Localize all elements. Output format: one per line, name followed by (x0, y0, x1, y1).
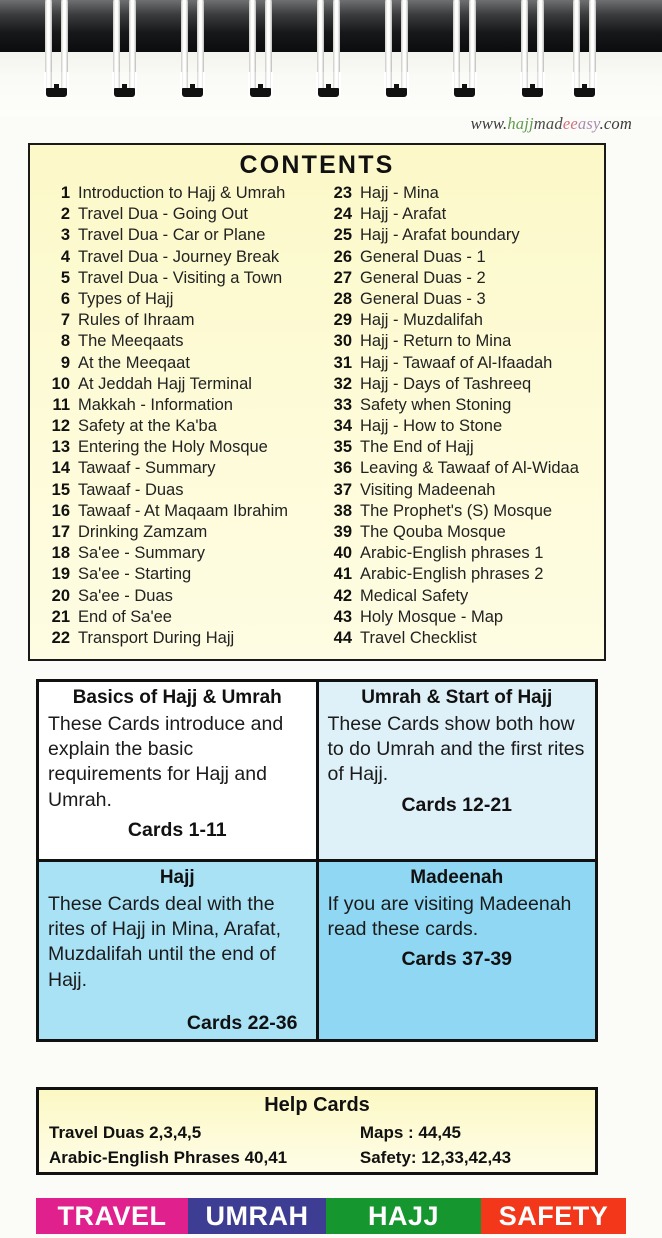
contents-row[interactable] (44, 290, 316, 311)
contents-row-title: Tawaaf - At Maqaam Ibrahim (78, 501, 289, 520)
help-cards-panel (36, 1087, 598, 1175)
contents-row-title: Introduction to Hajj & Umrah (78, 184, 286, 202)
contents-row-number: 39 (333, 523, 352, 541)
contents-row-title: End of Sa'ee (78, 607, 172, 626)
category-bar-segment[interactable]: UMRAH (188, 1198, 326, 1234)
contents-row-number: 35 (333, 438, 352, 457)
contents-title: CONTENTS (239, 151, 395, 179)
contents-row-title: At Jeddah Hajj Terminal (78, 374, 252, 393)
spiral-coil (572, 0, 598, 112)
contents-row-title: Travel Dua - Going Out (78, 205, 248, 224)
contents-row-number: 40 (333, 544, 352, 563)
contents-row-title: Travel Dua - Journey Break (78, 247, 280, 266)
spiral-coil (112, 0, 138, 112)
contents-row[interactable] (326, 544, 598, 565)
category-bar-segment[interactable]: TRAVEL (36, 1198, 188, 1234)
contents-row-title: Entering the Holy Mosque (78, 438, 268, 457)
contents-row-number: 13 (51, 438, 70, 457)
contents-row-title: Hajj - Arafat boundary (360, 226, 520, 245)
contents-row-title: Safety when Stoning (360, 395, 512, 414)
url-ee-part: ee (562, 114, 578, 133)
contents-row-number: 1 (60, 184, 70, 202)
contents-row[interactable] (44, 354, 316, 375)
card-group-box[interactable] (319, 862, 596, 1039)
contents-row-title: Leaving & Tawaaf of Al-Widaa (360, 459, 579, 478)
contents-row-title: Tawaaf - Duas (78, 480, 184, 499)
card-group-description: These Cards show both how to do Umrah and the first rites of Hajj. (327, 712, 585, 786)
contents-row-title: Holy Mosque - Map (360, 607, 504, 626)
contents-row-title: Hajj - Days of Tashreeq (360, 374, 532, 393)
card-group-box[interactable] (39, 862, 316, 1039)
url-asy-part: asy (577, 114, 600, 133)
contents-row-number: 38 (333, 501, 352, 520)
help-cards-row (49, 1145, 585, 1170)
contents-row-title: Travel Checklist (360, 628, 477, 647)
contents-row[interactable] (44, 544, 316, 565)
contents-row-title: The End of Hajj (360, 438, 474, 457)
contents-row-number: 43 (333, 607, 352, 626)
url-suffix: .com (599, 114, 632, 133)
contents-row[interactable] (44, 481, 316, 502)
contents-row[interactable] (44, 375, 316, 396)
spiral-coil (384, 0, 410, 112)
card-groups-grid (36, 679, 598, 1042)
contents-row-title: Hajj - Return to Mina (360, 332, 512, 351)
card-group-description: These Cards deal with the rites of Hajj in Mina, Arafat, Muzdalifah until the end of Hajj. (48, 892, 282, 991)
contents-row[interactable] (44, 269, 316, 290)
contents-row[interactable] (326, 587, 598, 608)
contents-row-number: 2 (60, 205, 70, 224)
contents-row-number: 17 (51, 523, 70, 541)
contents-row-number: 24 (333, 205, 352, 224)
contents-row-number: 26 (333, 247, 352, 266)
contents-row[interactable] (326, 354, 598, 375)
contents-row-number: 30 (333, 332, 352, 351)
contents-row[interactable] (44, 629, 316, 650)
contents-row[interactable] (44, 608, 316, 629)
contents-row-number: 7 (60, 311, 70, 330)
contents-row[interactable] (326, 523, 598, 544)
card-group-range: Cards 22-36 (186, 1012, 298, 1034)
contents-row-number: 33 (333, 395, 352, 414)
contents-row[interactable] (326, 184, 598, 205)
contents-row[interactable] (326, 417, 598, 438)
contents-row[interactable] (326, 375, 598, 396)
contents-row-number: 28 (333, 289, 352, 308)
contents-row-title: General Duas - 1 (360, 247, 486, 266)
contents-row-number: 11 (52, 395, 70, 414)
contents-row-title: Travel Dua - Car or Plane (78, 226, 266, 245)
contents-row-title: Sa'ee - Duas (78, 586, 173, 605)
contents-row-title: Transport During Hajj (78, 628, 235, 647)
contents-row-number: 18 (51, 544, 70, 563)
contents-row-number: 41 (333, 565, 352, 584)
contents-row[interactable] (326, 396, 598, 417)
contents-row-number: 6 (60, 289, 70, 308)
contents-row-number: 32 (333, 374, 352, 393)
contents-row-number: 3 (60, 226, 70, 245)
contents-row-number: 8 (60, 332, 70, 351)
card-group-box[interactable] (39, 682, 316, 859)
contents-row-title: Arabic-English phrases 1 (360, 544, 544, 563)
contents-row-title: The Qouba Mosque (360, 523, 506, 541)
contents-row-number: 4 (60, 247, 70, 266)
help-cards-row (49, 1120, 585, 1145)
spiral-coil (520, 0, 546, 112)
help-cards-rows (49, 1120, 585, 1170)
contents-row[interactable] (44, 248, 316, 269)
contents-row-title: Sa'ee - Starting (78, 565, 192, 584)
contents-row[interactable] (44, 311, 316, 332)
contents-row-title: Rules of Ihraam (78, 311, 195, 330)
contents-row-number: 36 (333, 459, 352, 478)
contents-row-title: General Duas - 3 (360, 289, 486, 308)
contents-row[interactable] (326, 608, 598, 629)
contents-row-title: Hajj - Mina (360, 184, 439, 202)
contents-row[interactable] (44, 459, 316, 480)
contents-row-number: 31 (333, 353, 352, 372)
contents-column-right (316, 184, 598, 650)
contents-row[interactable] (44, 396, 316, 417)
contents-row-title: Hajj - Muzdalifah (360, 311, 483, 330)
contents-row-title: Drinking Zamzam (78, 523, 208, 541)
contents-row[interactable] (326, 481, 598, 502)
contents-row-number: 21 (51, 607, 70, 626)
contents-row-title: Hajj - How to Stone (360, 417, 503, 436)
contents-row-title: Hajj - Tawaaf of Al-Ifaadah (360, 353, 553, 372)
contents-row[interactable] (44, 523, 316, 544)
contents-row-number: 9 (60, 353, 70, 372)
spiral-coil (316, 0, 342, 112)
contents-row[interactable] (44, 502, 316, 523)
help-cards-row-right: Maps : 44,45 (359, 1123, 461, 1142)
contents-row-number: 29 (333, 311, 352, 330)
contents-row-number: 25 (333, 226, 352, 245)
contents-row-number: 37 (333, 480, 352, 499)
contents-row-title: Visiting Madeenah (360, 480, 496, 499)
contents-row-number: 5 (60, 268, 70, 287)
contents-row[interactable] (326, 459, 598, 480)
website-url (0, 114, 632, 134)
help-cards-row-left: Arabic-English Phrases 40,41 (49, 1148, 288, 1168)
contents-row-number: 42 (333, 586, 352, 605)
contents-row[interactable] (326, 332, 598, 353)
contents-row-title: The Prophet's (S) Mosque (360, 501, 553, 520)
card-group-description: These Cards introduce and explain the basic requirements for Hajj and Umrah. (48, 712, 284, 811)
contents-row-number: 27 (333, 268, 352, 287)
contents-row-number: 10 (51, 374, 70, 393)
spiral-coil (44, 0, 70, 112)
contents-row-title: Tawaaf - Summary (78, 459, 216, 478)
card-group-range: Cards 1-11 (127, 819, 227, 842)
contents-row-title: At the Meeqaat (78, 353, 190, 372)
card-group-title: Basics of Hajj & Umrah (72, 687, 282, 708)
contents-row[interactable] (326, 565, 598, 586)
contents-column-left (36, 184, 316, 650)
category-bar-segment[interactable]: SAFETY (481, 1198, 626, 1234)
category-bar-segment[interactable]: HAJJ (326, 1198, 481, 1234)
contents-row[interactable] (44, 438, 316, 459)
card-group-range: Cards 37-39 (401, 948, 513, 971)
contents-row-title: Sa'ee - Summary (78, 544, 205, 563)
contents-row-number: 15 (51, 480, 70, 499)
contents-row[interactable] (326, 438, 598, 459)
contents-row-title: Arabic-English phrases 2 (360, 565, 544, 584)
contents-row-number: 44 (333, 628, 352, 647)
url-prefix: www. (470, 114, 508, 133)
contents-row[interactable] (44, 332, 316, 353)
help-cards-row-left: Travel Duas 2,3,4,5 (49, 1123, 202, 1142)
contents-row-number: 20 (51, 586, 70, 605)
contents-row[interactable] (326, 205, 598, 226)
contents-row-number: 22 (51, 628, 70, 647)
card-group-title: Umrah & Start of Hajj (361, 687, 553, 708)
contents-row-title: Hajj - Arafat (360, 205, 447, 224)
contents-row-title: The Meeqaats (78, 332, 184, 351)
contents-row-number: 12 (51, 417, 70, 436)
contents-row-number: 19 (51, 565, 70, 584)
contents-row-title: General Duas - 2 (360, 268, 486, 287)
contents-row[interactable] (44, 226, 316, 247)
contents-row[interactable] (326, 502, 598, 523)
spiral-binding (0, 0, 662, 116)
spiral-coil (248, 0, 274, 112)
card-group-title: Madeenah (410, 867, 504, 888)
help-cards-title: Help Cards (264, 1094, 370, 1116)
contents-row-number: 34 (333, 417, 352, 436)
contents-row[interactable] (44, 205, 316, 226)
url-hajj-part: hajj (507, 114, 534, 133)
contents-row[interactable] (326, 248, 598, 269)
spiral-coil (452, 0, 478, 112)
card-group-title: Hajj (159, 867, 195, 888)
category-color-bar (36, 1198, 626, 1234)
contents-row-title: Travel Dua - Visiting a Town (78, 268, 283, 287)
card-group-description: If you are visiting Madeenah read these cards. (327, 892, 572, 941)
url-made-part: mad (533, 114, 563, 133)
contents-row[interactable] (44, 587, 316, 608)
contents-row-title: Safety at the Ka'ba (78, 417, 217, 436)
contents-row[interactable] (44, 184, 316, 205)
contents-row-number: 14 (51, 459, 70, 478)
contents-row-number: 23 (333, 184, 352, 202)
contents-row[interactable] (326, 311, 598, 332)
contents-row[interactable] (326, 290, 598, 311)
contents-row-title: Makkah - Information (78, 395, 233, 414)
contents-columns (30, 184, 604, 650)
card-group-range: Cards 12-21 (401, 793, 513, 816)
contents-row-number: 16 (51, 501, 70, 520)
contents-row-title: Types of Hajj (78, 289, 174, 308)
help-cards-row-right: Safety: 12,33,42,43 (359, 1148, 512, 1168)
contents-row[interactable] (326, 269, 598, 290)
contents-row[interactable] (326, 226, 598, 247)
contents-panel (28, 143, 606, 661)
card-group-box[interactable] (319, 682, 596, 859)
contents-row[interactable] (44, 565, 316, 586)
contents-row[interactable] (44, 417, 316, 438)
spiral-coil (180, 0, 206, 112)
contents-row-title: Medical Safety (360, 586, 469, 605)
contents-row[interactable] (326, 629, 598, 650)
